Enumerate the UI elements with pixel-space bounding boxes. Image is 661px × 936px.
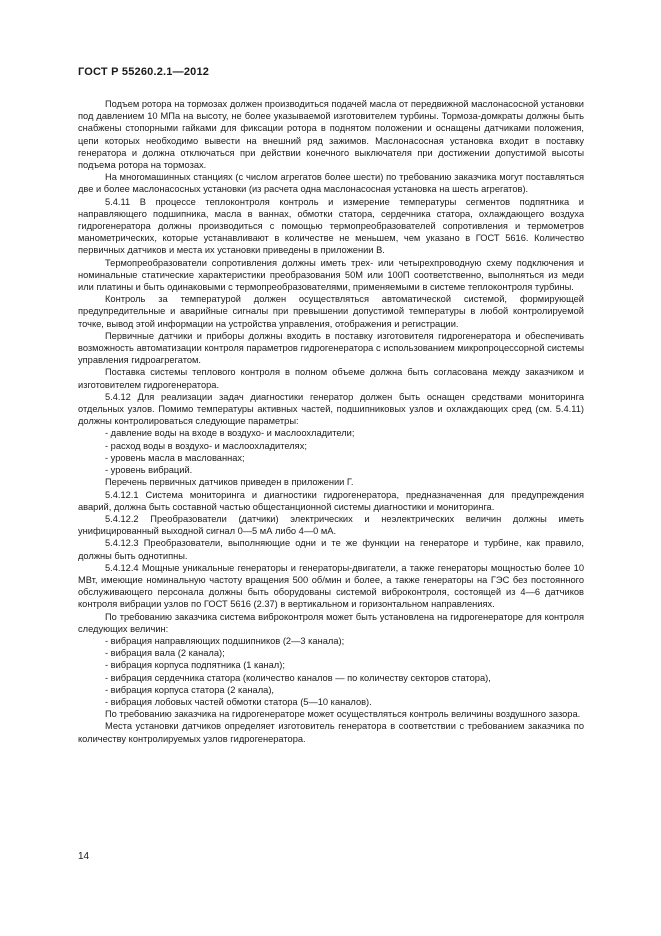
paragraph: По требованию заказчика на гидрогенераторе может осуществляться контроль величины воздушного зазора. — [105, 709, 581, 720]
paragraph: 5.4.12 Для реализации задач диагностики генератор должен быть оснащен средствами мониторинга отдельных узлов. Помимо температуры активных частей, подшипниковых узлов и охлаждающих сред (см. 5.4.11) должны контролироваться следующие параметры: — [78, 391, 584, 427]
paragraph: 5.4.11 В процессе теплоконтроля контроль и измерение температуры сегментов подпятника и направляющего подшипника, масла в ваннах, обмотки статора, сердечника статора, охлаждающего воздуха гидрогенератора должны производиться с помощью термопреобразователей сопротивления и термометров манометрических, которые устанавливают в количестве не меньшем, чем указано в ГОСТ 5616. Количество первичных датчиков и места их установки приведены в приложении В. — [78, 196, 584, 256]
list-item: - вибрация корпуса статора (2 канала), — [105, 684, 274, 695]
list-item: - расход воды в воздухо- и маслоохладителях; — [105, 440, 307, 451]
list-item: - вибрация лобовых частей обмотки статора (5—10 каналов). — [105, 696, 372, 707]
paragraph: 5.4.12.4 Мощные уникальные генераторы и генераторы-двигатели, а также генераторы мощностью более 10 МВт, имеющие номинальную частоту вращения 500 об/мин и более, а также генераторы на ГЭС без постоянного обслуживающего персонала должны быть оборудованы системой виброконтроля, состоящей из 4—6 датчиков контроля вибрации узлов по ГОСТ 5616 (2.37) в вертикальном и горизонтальном направлениях. — [78, 562, 584, 610]
paragraph: Контроль за температурой должен осуществляться автоматической системой, формирующей предупредительные и аварийные сигналы при превышении допустимой температуры в любой контролируемой точке, вывод этой информации на устройства управления, отображения и регистрации. — [78, 294, 584, 329]
paragraph: 5.4.12.2 Преобразователи (датчики) электрических и неэлектрических величин должны иметь унифицированный выходной сигнал 0—5 мА либо 4—0 мА. — [78, 513, 584, 537]
paragraph: По требованию заказчика система виброконтроля может быть установлена на гидрогенераторе для контроля следующих величин: — [78, 611, 584, 634]
document-body — [78, 98, 584, 745]
paragraph: Термопреобразователи сопротивления должны иметь трех- или четырехпроводную схему подключения и номинальные статические характеристики преобразования 50М или 100П соответственно, выполняться из меди или платины и быть одинаковыми с термопреобразователями, применяемыми в системе теплоконтроля турбины. — [78, 257, 584, 293]
list-item: - вибрация направляющих подшипников (2—3 канала); — [105, 635, 345, 646]
list-item: - вибрация сердечника статора (количество каналов — по количеству секторов статора), — [105, 672, 491, 683]
list-item: - уровень масла в маслованнах; — [105, 452, 245, 463]
paragraph: Места установки датчиков определяет изготовитель генератора в соответствии с требованием заказчика по количеству контролируемых узлов гидрогенератора. — [78, 721, 584, 744]
list-item: - вибрация корпуса подпятника (1 канал); — [105, 660, 285, 671]
list-item: - вибрация вала (2 канала); — [105, 648, 225, 659]
paragraph: Поставка системы теплового контроля в полном объеме должна быть согласована между заказчиком и изготовителем гидрогенератора. — [78, 367, 584, 390]
document-header: ГОСТ Р 55260.2.1—2012 — [78, 66, 210, 78]
paragraph: На многомашинных станциях (с числом агрегатов более шести) по требованию заказчика могут поставляться две и более маслонасосных установки (из расчета одна маслонасосная установка на шесть агрегатов). — [78, 172, 584, 195]
list-item: - давление воды на входе в воздухо- и маслоохладители; — [105, 428, 355, 439]
paragraph: 5.4.12.3 Преобразователи, выполняющие одни и те же функции на генераторе и турбине, как правило, должны быть однотипны. — [78, 538, 584, 561]
page-number: 14 — [78, 851, 90, 862]
list-item: - уровень вибраций. — [105, 465, 193, 476]
paragraph: Подъем ротора на тормозах должен производиться подачей масла от передвижной маслонасосной установки под давлением 10 МПа на высоту, не более указываемой изготовителем турбины. Тормоза-домкраты должны быть снабжены стопорными гайками для фиксации ротора в поднятом положении и оснащены датчиками положения, цепи которых необходимо вывести на внешний ряд зажимов. Маслонасосная установка входит в поставку генератора и должна отключаться при действии конечного выключателя при достижении допустимой высоты подъема ротора на тормозах. — [78, 99, 584, 171]
paragraph: Перечень первичных датчиков приведен в приложении Г. — [105, 477, 354, 488]
paragraph: 5.4.12.1 Система мониторинга и диагностики гидрогенератора, предназначенная для предупреждения аварий, должна быть составной частью общестанционной системы диагностики и мониторинга. — [78, 489, 584, 512]
paragraph: Первичные датчики и приборы должны входить в поставку изготовителя гидрогенератора и обеспечивать возможность автоматизации контроля параметров гидрогенератора с использованием микропроцессорной системы управления гидроагрегатом. — [78, 330, 584, 366]
